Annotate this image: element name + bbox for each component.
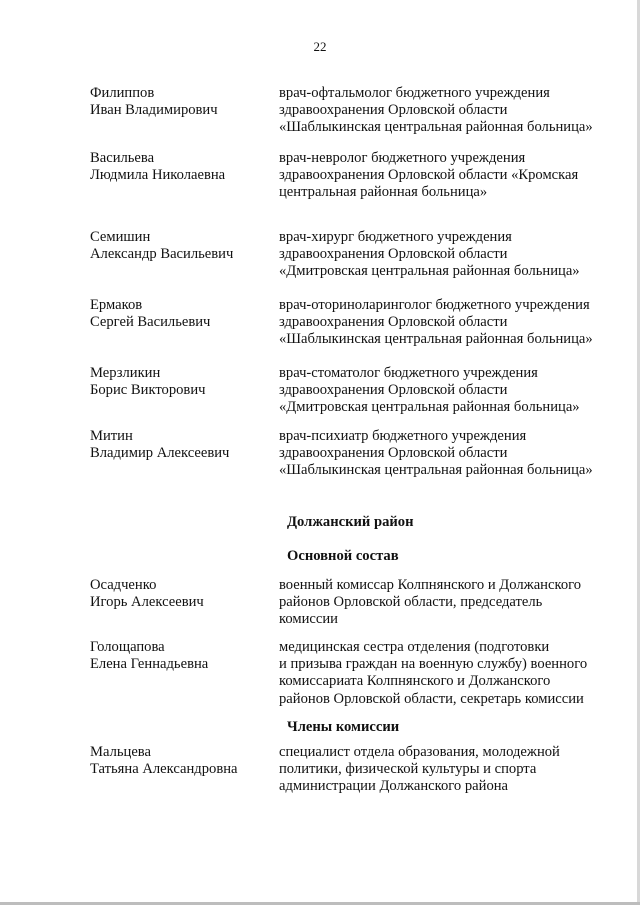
position-line: «Шаблыкинская центральная районная больница» — [279, 119, 593, 136]
position-line: «Шаблыкинская центральная районная больница» — [279, 331, 593, 348]
given-names: Владимир Алексеевич — [90, 445, 230, 462]
position-line: специалист отдела образования, молодежной — [279, 744, 560, 760]
members-heading: Члены комиссии — [287, 719, 400, 735]
page-number: 22 — [313, 39, 327, 54]
position-line: администрации Должанского района — [279, 778, 509, 795]
position-line: «Дмитровская центральная районная больница» — [279, 263, 580, 280]
surname: Филиппов — [90, 85, 155, 101]
surname: Васильева — [90, 150, 155, 166]
surname: Осадченко — [90, 577, 157, 593]
position-line: здравоохранения Орловской области — [279, 445, 508, 462]
person-name — [90, 297, 270, 331]
position-line: врач-стоматолог бюджетного учреждения — [279, 365, 538, 381]
district-heading: Должанский район — [287, 514, 414, 530]
person-name — [90, 365, 270, 399]
given-names: Борис Викторович — [90, 382, 206, 399]
person-position — [279, 365, 629, 417]
person-name — [90, 744, 270, 778]
person-position — [279, 428, 629, 480]
given-names: Елена Геннадьевна — [90, 656, 209, 673]
position-line: комиссии — [279, 611, 338, 628]
surname: Голощапова — [90, 639, 165, 655]
position-line: районов Орловской области, секретарь комиссии — [279, 690, 584, 707]
given-names: Александр Васильевич — [90, 246, 234, 263]
person-name — [90, 428, 270, 462]
position-line: центральная районная больница» — [279, 184, 488, 201]
person-name — [90, 639, 270, 673]
surname: Семишин — [90, 229, 151, 245]
person-name — [90, 150, 270, 184]
position-line: комиссариата Колпнянского и Должанского — [279, 673, 551, 690]
position-line: врач-невролог бюджетного учреждения — [279, 150, 526, 166]
position-line: здравоохранения Орловской области «Кромская — [279, 167, 579, 184]
position-line: здравоохранения Орловской области — [279, 382, 508, 399]
position-line: врач-оториноларинголог бюджетного учреждения — [279, 297, 590, 313]
position-line: районов Орловской области, председатель — [279, 594, 543, 611]
given-names: Татьяна Александровна — [90, 761, 238, 778]
person-position — [279, 229, 629, 281]
given-names: Людмила Николаевна — [90, 167, 226, 184]
given-names: Иван Владимирович — [90, 102, 218, 119]
position-line: «Шаблыкинская центральная районная больница» — [279, 462, 593, 479]
surname: Митин — [90, 428, 133, 444]
position-line: военный комиссар Колпнянского и Должанского — [279, 577, 582, 593]
position-line: врач-хирург бюджетного учреждения — [279, 229, 512, 245]
position-line: «Дмитровская центральная районная больница» — [279, 399, 580, 416]
position-line: здравоохранения Орловской области — [279, 102, 508, 119]
position-line: здравоохранения Орловской области — [279, 314, 508, 331]
surname: Ермаков — [90, 297, 143, 313]
person-position — [279, 85, 629, 137]
position-line: политики, физической культуры и спорта — [279, 761, 537, 778]
person-position — [279, 150, 629, 202]
given-names: Игорь Алексеевич — [90, 594, 204, 611]
main-composition-heading: Основной состав — [287, 548, 399, 564]
person-name — [90, 577, 270, 611]
person-name — [90, 229, 270, 263]
given-names: Сергей Васильевич — [90, 314, 211, 331]
person-position — [279, 577, 629, 629]
surname: Мерзликин — [90, 365, 161, 381]
position-line: медицинская сестра отделения (подготовки — [279, 639, 550, 655]
person-position — [279, 297, 629, 349]
surname: Мальцева — [90, 744, 151, 760]
position-line: врач-офтальмолог бюджетного учреждения — [279, 85, 550, 101]
person-position — [279, 639, 629, 708]
position-line: и призыва граждан на военную службу) военного — [279, 656, 588, 673]
position-line: врач-психиатр бюджетного учреждения — [279, 428, 527, 444]
position-line: здравоохранения Орловской области — [279, 246, 508, 263]
person-name — [90, 85, 270, 119]
person-position — [279, 744, 629, 796]
